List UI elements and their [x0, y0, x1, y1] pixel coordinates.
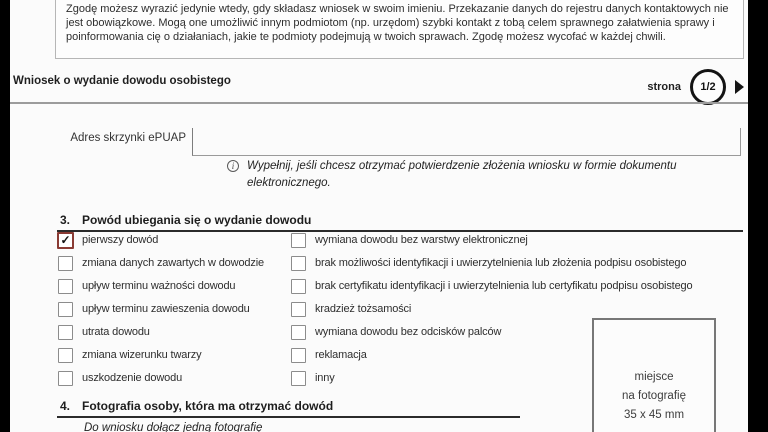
- next-page-icon[interactable]: [735, 80, 744, 94]
- checkbox-label: upływ terminu ważności dowodu: [82, 280, 236, 292]
- reason-options-left-column: [58, 232, 264, 393]
- photo-text-line3: 35 x 45 mm: [623, 409, 685, 421]
- reason-option-row[interactable]: [58, 232, 264, 248]
- checkbox-unchecked[interactable]: [291, 348, 306, 363]
- epuap-address-label: Adres skrzynki ePUAP: [70, 132, 186, 144]
- photo-text-line2: na fotografię: [622, 390, 686, 402]
- epuap-address-input[interactable]: [193, 128, 740, 155]
- checkbox-label: reklamacja: [315, 349, 367, 361]
- reason-option-row[interactable]: [58, 255, 264, 271]
- reason-option-row[interactable]: [291, 232, 693, 248]
- checkbox-unchecked[interactable]: [291, 233, 306, 248]
- checkbox-label: zmiana wizerunku twarzy: [82, 349, 202, 361]
- epuap-hint-row: [227, 158, 725, 192]
- checkbox-unchecked[interactable]: [291, 256, 306, 271]
- reason-option-row[interactable]: [291, 278, 693, 294]
- section-4-number: 4.: [60, 399, 71, 413]
- checkbox-label: wymiana dowodu bez odcisków palców: [315, 326, 502, 338]
- checkbox-unchecked[interactable]: [58, 256, 73, 271]
- checkbox-unchecked[interactable]: [58, 371, 73, 386]
- page-indicator-label: strona: [647, 81, 681, 93]
- checkbox-unchecked[interactable]: [291, 302, 306, 317]
- checkbox-unchecked[interactable]: [291, 279, 306, 294]
- reason-option-row[interactable]: [291, 301, 693, 317]
- form-page: [10, 0, 748, 432]
- checkbox-unchecked[interactable]: [291, 325, 306, 340]
- checkbox-unchecked[interactable]: [58, 302, 73, 317]
- consent-info-box: [55, 0, 744, 59]
- checkbox-label: zmiana danych zawartych w dowodzie: [82, 257, 264, 269]
- checkbox-checked[interactable]: ✓: [57, 232, 74, 249]
- checkbox-unchecked[interactable]: [291, 371, 306, 386]
- section-3-heading: [60, 213, 748, 229]
- checkbox-unchecked[interactable]: [58, 348, 73, 363]
- section-4-hint: Do wniosku dołącz jedną fotografię: [84, 422, 263, 432]
- reason-option-row[interactable]: [58, 324, 264, 340]
- info-icon: i: [227, 160, 239, 172]
- checkbox-label: uszkodzenie dowodu: [82, 372, 183, 384]
- epuap-hint-text: Wypełnij, jeśli chcesz otrzymać potwierdzenie złożenia wniosku w formie dokumentu elektronicznego.: [247, 160, 677, 189]
- checkbox-label: inny: [315, 372, 335, 384]
- checkbox-unchecked[interactable]: [58, 279, 73, 294]
- section-3-title: Powód ubiegania się o wydanie dowodu: [82, 213, 312, 227]
- reason-option-row[interactable]: [58, 301, 264, 317]
- section-4-title: Fotografia osoby, która ma otrzymać dowód: [82, 399, 334, 413]
- reason-option-row[interactable]: [58, 278, 264, 294]
- checkbox-unchecked[interactable]: [58, 325, 73, 340]
- section-4-underline: [57, 416, 520, 418]
- photo-text-line1: miejsce: [634, 371, 674, 383]
- checkbox-label: brak możliwości identyfikacji i uwierzytelnienia lub złożenia podpisu osobistego: [315, 257, 687, 269]
- reason-option-row[interactable]: [58, 347, 264, 363]
- form-title: Wniosek o wydanie dowodu osobistego: [13, 75, 231, 87]
- photo-placeholder-text: [594, 368, 714, 425]
- checkbox-label: pierwszy dowód: [82, 234, 159, 246]
- header-divider: [10, 102, 748, 104]
- epuap-address-field[interactable]: [192, 128, 741, 156]
- checkbox-label: upływ terminu zawieszenia dowodu: [82, 303, 250, 315]
- consent-text: Zgodę możesz wyrazić jedynie wtedy, gdy składasz wniosek w swoim imieniu. Przekazanie danych do rejestru danych kontaktowych nie jest obowiązkowe. Mogą one umożliwić innym podmiotom (np. urzędom) szybki kontakt z tobą celem sprawnego załatwienia sprawy i poinformowania cię o działaniach, jakie te podmioty podejmują w twoich sprawach. Zgodę możesz wycofać w każdej chwili.: [66, 3, 729, 43]
- checkbox-label: brak certyfikatu identyfikacji i uwierzytelnienia lub certyfikatu podpisu osobistego: [315, 280, 693, 292]
- photo-placeholder-box: [592, 318, 716, 432]
- checkbox-label: kradzież tożsamości: [315, 303, 412, 315]
- checkbox-label: utrata dowodu: [82, 326, 150, 338]
- reason-option-row[interactable]: [291, 255, 693, 271]
- section-3-number: 3.: [60, 213, 71, 227]
- page-number-badge: 1/2: [690, 69, 726, 105]
- reason-option-row[interactable]: [58, 370, 264, 386]
- section-4-heading: [60, 399, 520, 415]
- checkbox-label: wymiana dowodu bez warstwy elektronicznej: [315, 234, 528, 246]
